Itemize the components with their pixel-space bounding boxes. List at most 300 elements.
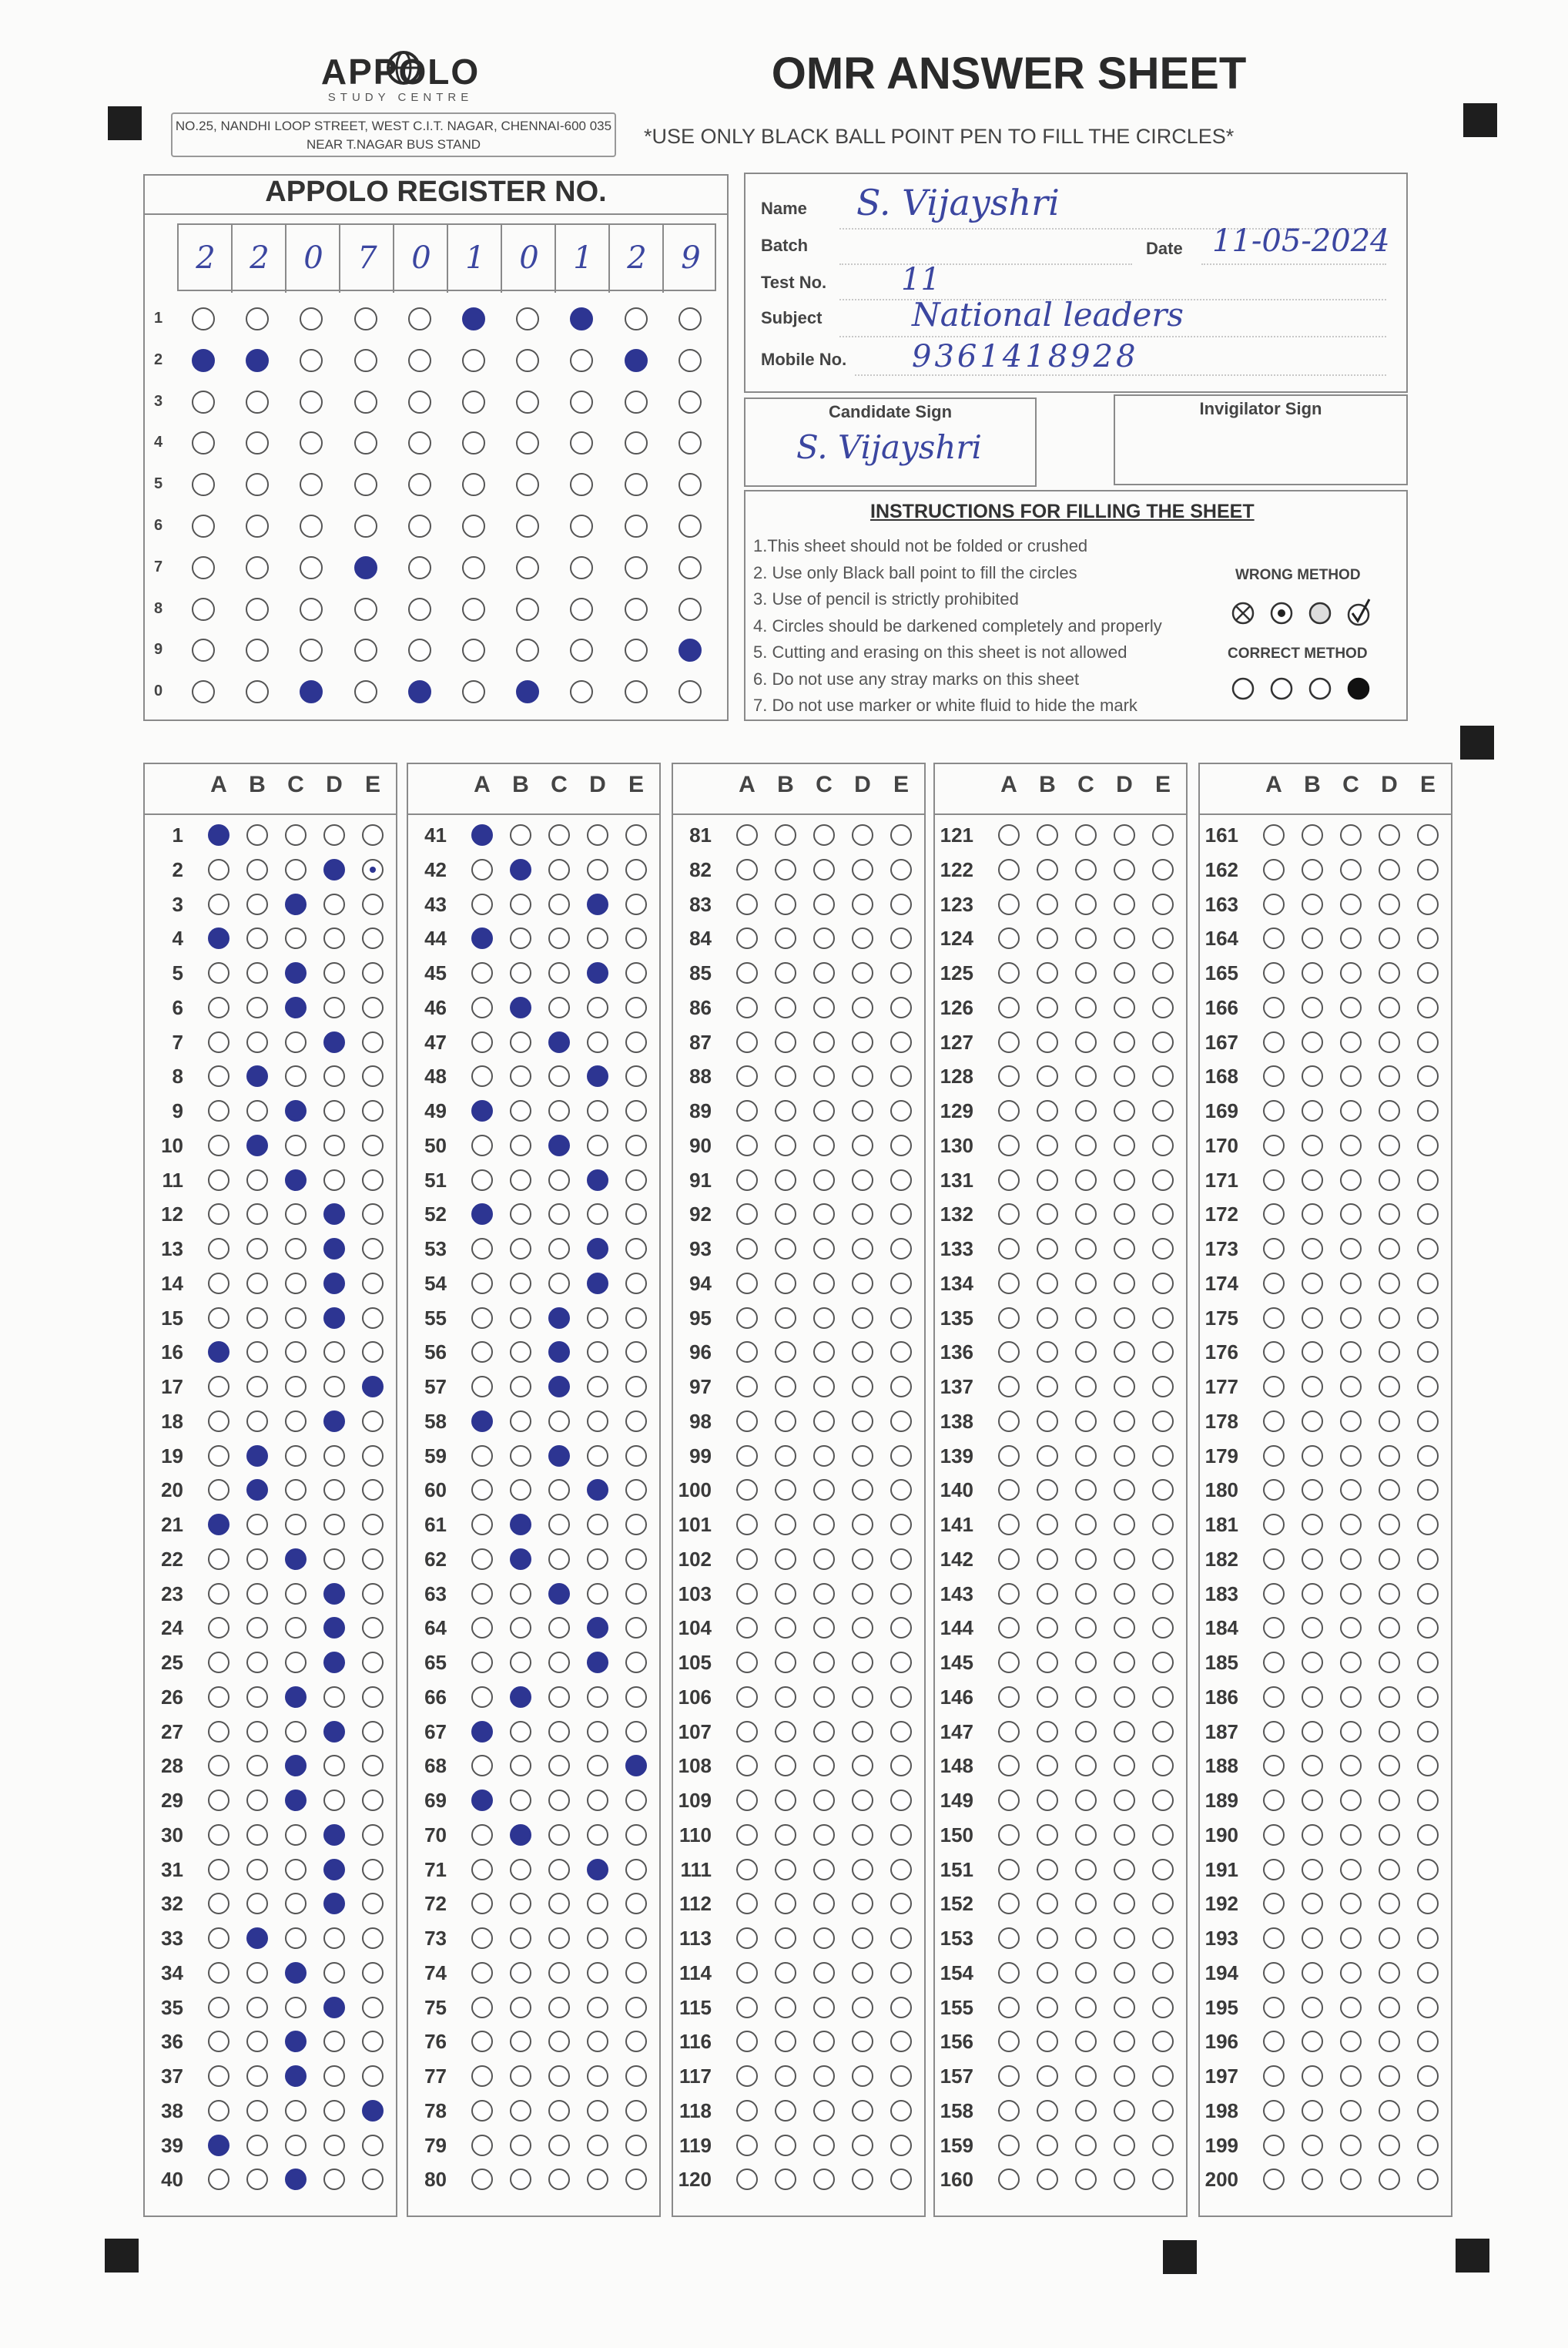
answer-bubble-c[interactable]	[548, 894, 570, 915]
answer-bubble-e[interactable]	[1417, 1790, 1439, 1811]
answer-bubble-e[interactable]	[1417, 2135, 1439, 2156]
answer-bubble-c[interactable]	[813, 1238, 835, 1260]
answer-bubble-d[interactable]	[1114, 1583, 1135, 1605]
answer-bubble-c[interactable]	[813, 962, 835, 984]
answer-bubble-c[interactable]	[548, 2100, 570, 2122]
answer-bubble-d[interactable]	[587, 1514, 608, 1535]
answer-bubble-b[interactable]	[246, 2065, 268, 2087]
answer-bubble-a[interactable]	[1263, 1410, 1285, 1432]
answer-bubble-b[interactable]	[1302, 997, 1323, 1018]
answer-bubble-c[interactable]	[285, 1962, 307, 1984]
answer-bubble-d[interactable]	[852, 1514, 873, 1535]
answer-bubble-d[interactable]	[323, 1824, 345, 1846]
answer-bubble-d[interactable]	[852, 1927, 873, 1949]
answer-bubble-a[interactable]	[471, 1548, 493, 1570]
answer-bubble-d[interactable]	[1379, 1445, 1400, 1467]
answer-bubble-e[interactable]	[890, 1135, 912, 1156]
answer-bubble-a[interactable]	[471, 1859, 493, 1880]
answer-bubble-b[interactable]	[510, 1859, 531, 1880]
answer-bubble-a[interactable]	[736, 859, 758, 880]
answer-bubble-d[interactable]	[852, 1962, 873, 1984]
answer-bubble-b[interactable]	[246, 1997, 268, 2018]
answer-bubble-e[interactable]	[625, 1238, 647, 1260]
register-bubble[interactable]	[192, 473, 215, 496]
answer-bubble-e[interactable]	[890, 1445, 912, 1467]
answer-bubble-d[interactable]	[587, 824, 608, 846]
answer-bubble-d[interactable]	[587, 894, 608, 915]
answer-bubble-b[interactable]	[1302, 1410, 1323, 1432]
answer-bubble-a[interactable]	[1263, 1514, 1285, 1535]
answer-bubble-b[interactable]	[246, 1376, 268, 1397]
answer-bubble-b[interactable]	[510, 1652, 531, 1673]
answer-bubble-d[interactable]	[1114, 2100, 1135, 2122]
answer-bubble-b[interactable]	[246, 1824, 268, 1846]
answer-bubble-d[interactable]	[587, 1307, 608, 1329]
answer-bubble-c[interactable]	[285, 2135, 307, 2156]
answer-bubble-d[interactable]	[587, 1376, 608, 1397]
answer-bubble-d[interactable]	[1379, 1100, 1400, 1122]
answer-bubble-c[interactable]	[1075, 1686, 1097, 1708]
answer-bubble-c[interactable]	[1075, 894, 1097, 915]
answer-bubble-e[interactable]	[362, 2135, 384, 2156]
answer-bubble-d[interactable]	[323, 824, 345, 846]
answer-bubble-c[interactable]	[1075, 1790, 1097, 1811]
answer-bubble-e[interactable]	[1152, 1962, 1174, 1984]
answer-bubble-d[interactable]	[1114, 1962, 1135, 1984]
answer-bubble-d[interactable]	[1114, 997, 1135, 1018]
answer-bubble-c[interactable]	[813, 1100, 835, 1122]
answer-bubble-d[interactable]	[1379, 1169, 1400, 1191]
register-bubble[interactable]	[678, 598, 702, 621]
answer-bubble-a[interactable]	[1263, 894, 1285, 915]
answer-bubble-a[interactable]	[1263, 824, 1285, 846]
answer-bubble-a[interactable]	[471, 1238, 493, 1260]
answer-bubble-b[interactable]	[510, 1169, 531, 1191]
answer-bubble-c[interactable]	[548, 1583, 570, 1605]
answer-bubble-e[interactable]	[362, 1997, 384, 2018]
answer-bubble-c[interactable]	[548, 1962, 570, 1984]
answer-bubble-c[interactable]	[548, 1514, 570, 1535]
answer-bubble-e[interactable]	[362, 859, 384, 880]
answer-bubble-b[interactable]	[775, 1548, 796, 1570]
answer-bubble-b[interactable]	[510, 894, 531, 915]
answer-bubble-e[interactable]	[890, 1721, 912, 1743]
answer-bubble-e[interactable]	[625, 859, 647, 880]
answer-bubble-d[interactable]	[1379, 894, 1400, 915]
answer-bubble-a[interactable]	[1263, 1135, 1285, 1156]
answer-bubble-a[interactable]	[736, 1790, 758, 1811]
answer-bubble-e[interactable]	[625, 2135, 647, 2156]
answer-bubble-b[interactable]	[246, 1307, 268, 1329]
answer-bubble-a[interactable]	[471, 997, 493, 1018]
answer-bubble-e[interactable]	[890, 1514, 912, 1535]
answer-bubble-d[interactable]	[1379, 2065, 1400, 2087]
answer-bubble-b[interactable]	[246, 1927, 268, 1949]
answer-bubble-d[interactable]	[1114, 824, 1135, 846]
answer-bubble-e[interactable]	[362, 1307, 384, 1329]
answer-bubble-a[interactable]	[736, 1445, 758, 1467]
register-bubble[interactable]	[625, 680, 648, 703]
answer-bubble-c[interactable]	[285, 1410, 307, 1432]
answer-bubble-a[interactable]	[736, 1824, 758, 1846]
answer-bubble-a[interactable]	[736, 894, 758, 915]
register-bubble[interactable]	[408, 680, 431, 703]
answer-bubble-e[interactable]	[362, 962, 384, 984]
answer-bubble-b[interactable]	[775, 2135, 796, 2156]
answer-bubble-b[interactable]	[775, 1238, 796, 1260]
answer-bubble-d[interactable]	[1114, 1686, 1135, 1708]
answer-bubble-e[interactable]	[625, 1790, 647, 1811]
register-bubble[interactable]	[192, 307, 215, 330]
answer-bubble-c[interactable]	[1340, 997, 1362, 1018]
answer-bubble-a[interactable]	[736, 1410, 758, 1432]
answer-bubble-b[interactable]	[1037, 894, 1058, 915]
answer-bubble-a[interactable]	[736, 1307, 758, 1329]
answer-bubble-a[interactable]	[1263, 1721, 1285, 1743]
answer-bubble-d[interactable]	[1379, 1376, 1400, 1397]
answer-bubble-a[interactable]	[471, 1824, 493, 1846]
answer-bubble-d[interactable]	[1114, 1100, 1135, 1122]
answer-bubble-d[interactable]	[1114, 2065, 1135, 2087]
register-bubble[interactable]	[408, 473, 431, 496]
answer-bubble-c[interactable]	[1075, 1376, 1097, 1397]
answer-bubble-d[interactable]	[852, 1307, 873, 1329]
answer-bubble-d[interactable]	[323, 997, 345, 1018]
answer-bubble-a[interactable]	[736, 1169, 758, 1191]
answer-bubble-b[interactable]	[1037, 1031, 1058, 1053]
register-bubble[interactable]	[354, 391, 377, 414]
register-bubble[interactable]	[300, 349, 323, 372]
register-bubble[interactable]	[354, 349, 377, 372]
answer-bubble-d[interactable]	[587, 962, 608, 984]
register-bubble[interactable]	[354, 515, 377, 538]
answer-bubble-c[interactable]	[548, 997, 570, 1018]
answer-bubble-c[interactable]	[1075, 1927, 1097, 1949]
answer-bubble-d[interactable]	[323, 1927, 345, 1949]
answer-bubble-e[interactable]	[362, 894, 384, 915]
answer-bubble-a[interactable]	[1263, 1445, 1285, 1467]
answer-bubble-b[interactable]	[1037, 997, 1058, 1018]
register-bubble[interactable]	[408, 639, 431, 662]
answer-bubble-d[interactable]	[852, 1548, 873, 1570]
register-bubble[interactable]	[354, 639, 377, 662]
answer-bubble-c[interactable]	[1075, 859, 1097, 880]
answer-bubble-e[interactable]	[1417, 1514, 1439, 1535]
answer-bubble-e[interactable]	[625, 1548, 647, 1570]
answer-bubble-c[interactable]	[813, 1445, 835, 1467]
answer-bubble-e[interactable]	[890, 859, 912, 880]
answer-bubble-a[interactable]	[1263, 1376, 1285, 1397]
answer-bubble-a[interactable]	[998, 1100, 1020, 1122]
answer-bubble-b[interactable]	[1037, 1410, 1058, 1432]
answer-bubble-a[interactable]	[736, 1583, 758, 1605]
answer-bubble-c[interactable]	[1340, 1376, 1362, 1397]
answer-bubble-a[interactable]	[736, 1273, 758, 1294]
answer-bubble-c[interactable]	[1075, 2065, 1097, 2087]
answer-bubble-e[interactable]	[890, 1790, 912, 1811]
answer-bubble-e[interactable]	[362, 1169, 384, 1191]
answer-bubble-e[interactable]	[1152, 2100, 1174, 2122]
answer-bubble-e[interactable]	[625, 1824, 647, 1846]
answer-bubble-b[interactable]	[775, 1962, 796, 1984]
answer-bubble-a[interactable]	[471, 1100, 493, 1122]
answer-bubble-d[interactable]	[1114, 1376, 1135, 1397]
register-bubble[interactable]	[678, 391, 702, 414]
answer-bubble-c[interactable]	[285, 1031, 307, 1053]
answer-bubble-e[interactable]	[1417, 1721, 1439, 1743]
answer-bubble-b[interactable]	[246, 1169, 268, 1191]
answer-bubble-d[interactable]	[852, 1445, 873, 1467]
answer-bubble-b[interactable]	[1037, 1997, 1058, 2018]
answer-bubble-e[interactable]	[890, 1410, 912, 1432]
answer-bubble-e[interactable]	[1417, 824, 1439, 846]
answer-bubble-e[interactable]	[362, 1652, 384, 1673]
answer-bubble-b[interactable]	[510, 1445, 531, 1467]
answer-bubble-a[interactable]	[998, 1238, 1020, 1260]
answer-bubble-a[interactable]	[736, 1548, 758, 1570]
answer-bubble-b[interactable]	[510, 997, 531, 1018]
answer-bubble-d[interactable]	[587, 1100, 608, 1122]
answer-bubble-e[interactable]	[1152, 859, 1174, 880]
answer-bubble-b[interactable]	[1037, 1686, 1058, 1708]
answer-bubble-b[interactable]	[775, 2065, 796, 2087]
answer-bubble-e[interactable]	[1417, 1100, 1439, 1122]
answer-bubble-d[interactable]	[323, 1169, 345, 1191]
answer-bubble-e[interactable]	[625, 1686, 647, 1708]
answer-bubble-d[interactable]	[852, 1376, 873, 1397]
answer-bubble-c[interactable]	[1340, 1652, 1362, 1673]
answer-bubble-a[interactable]	[1263, 1548, 1285, 1570]
answer-bubble-b[interactable]	[1302, 2100, 1323, 2122]
answer-bubble-c[interactable]	[548, 1927, 570, 1949]
answer-bubble-a[interactable]	[471, 1927, 493, 1949]
answer-bubble-e[interactable]	[1152, 1238, 1174, 1260]
answer-bubble-c[interactable]	[285, 1721, 307, 1743]
answer-bubble-d[interactable]	[1379, 1790, 1400, 1811]
answer-bubble-e[interactable]	[1417, 1376, 1439, 1397]
answer-bubble-b[interactable]	[510, 1514, 531, 1535]
answer-bubble-c[interactable]	[1340, 2135, 1362, 2156]
answer-bubble-c[interactable]	[548, 1548, 570, 1570]
answer-bubble-d[interactable]	[587, 2135, 608, 2156]
answer-bubble-d[interactable]	[1114, 1548, 1135, 1570]
answer-bubble-c[interactable]	[548, 1100, 570, 1122]
answer-bubble-c[interactable]	[1340, 1514, 1362, 1535]
answer-bubble-c[interactable]	[548, 824, 570, 846]
answer-bubble-b[interactable]	[1037, 1376, 1058, 1397]
register-bubble[interactable]	[625, 556, 648, 579]
answer-bubble-b[interactable]	[775, 1721, 796, 1743]
answer-bubble-d[interactable]	[323, 2135, 345, 2156]
answer-bubble-a[interactable]	[998, 1548, 1020, 1570]
answer-bubble-c[interactable]	[285, 1307, 307, 1329]
answer-bubble-a[interactable]	[208, 997, 230, 1018]
register-bubble[interactable]	[408, 598, 431, 621]
answer-bubble-e[interactable]	[890, 2100, 912, 2122]
answer-bubble-b[interactable]	[510, 859, 531, 880]
answer-bubble-b[interactable]	[775, 1859, 796, 1880]
answer-bubble-d[interactable]	[587, 1031, 608, 1053]
answer-bubble-c[interactable]	[285, 2065, 307, 2087]
answer-bubble-a[interactable]	[736, 1135, 758, 1156]
register-bubble[interactable]	[625, 391, 648, 414]
answer-bubble-a[interactable]	[998, 962, 1020, 984]
answer-bubble-c[interactable]	[813, 2100, 835, 2122]
answer-bubble-a[interactable]	[471, 1410, 493, 1432]
answer-bubble-b[interactable]	[1302, 1031, 1323, 1053]
answer-bubble-b[interactable]	[1037, 1824, 1058, 1846]
answer-bubble-b[interactable]	[1037, 1652, 1058, 1673]
answer-bubble-e[interactable]	[1417, 962, 1439, 984]
answer-bubble-c[interactable]	[1075, 1583, 1097, 1605]
answer-bubble-d[interactable]	[1379, 1962, 1400, 1984]
answer-bubble-d[interactable]	[1114, 1238, 1135, 1260]
answer-bubble-e[interactable]	[1152, 1721, 1174, 1743]
answer-bubble-e[interactable]	[362, 1376, 384, 1397]
answer-bubble-e[interactable]	[1417, 1583, 1439, 1605]
answer-bubble-c[interactable]	[1075, 1997, 1097, 2018]
answer-bubble-d[interactable]	[1379, 2100, 1400, 2122]
answer-bubble-b[interactable]	[775, 2100, 796, 2122]
answer-bubble-d[interactable]	[1379, 1997, 1400, 2018]
answer-bubble-a[interactable]	[998, 1927, 1020, 1949]
answer-bubble-c[interactable]	[1075, 1824, 1097, 1846]
answer-bubble-d[interactable]	[852, 1824, 873, 1846]
answer-bubble-b[interactable]	[246, 2135, 268, 2156]
answer-bubble-a[interactable]	[1263, 1962, 1285, 1984]
answer-bubble-a[interactable]	[998, 1273, 1020, 1294]
answer-bubble-b[interactable]	[1037, 1790, 1058, 1811]
answer-bubble-c[interactable]	[1340, 1548, 1362, 1570]
answer-bubble-c[interactable]	[1340, 1135, 1362, 1156]
answer-bubble-d[interactable]	[1114, 1824, 1135, 1846]
register-bubble[interactable]	[246, 349, 269, 372]
answer-bubble-c[interactable]	[813, 2065, 835, 2087]
answer-bubble-e[interactable]	[1417, 859, 1439, 880]
answer-bubble-b[interactable]	[1302, 2065, 1323, 2087]
answer-bubble-a[interactable]	[208, 962, 230, 984]
answer-bubble-c[interactable]	[813, 1031, 835, 1053]
answer-bubble-a[interactable]	[998, 1169, 1020, 1191]
answer-bubble-e[interactable]	[1152, 1859, 1174, 1880]
answer-bubble-c[interactable]	[813, 1376, 835, 1397]
answer-bubble-b[interactable]	[775, 1824, 796, 1846]
answer-bubble-c[interactable]	[1340, 1721, 1362, 1743]
answer-bubble-e[interactable]	[1417, 1410, 1439, 1432]
answer-bubble-a[interactable]	[1263, 1997, 1285, 2018]
answer-bubble-a[interactable]	[208, 1962, 230, 1984]
answer-bubble-d[interactable]	[323, 1962, 345, 1984]
answer-bubble-a[interactable]	[998, 1721, 1020, 1743]
answer-bubble-e[interactable]	[1417, 894, 1439, 915]
answer-bubble-d[interactable]	[323, 1721, 345, 1743]
answer-bubble-b[interactable]	[1302, 1927, 1323, 1949]
answer-bubble-c[interactable]	[285, 859, 307, 880]
register-bubble[interactable]	[678, 349, 702, 372]
answer-bubble-c[interactable]	[1340, 1307, 1362, 1329]
answer-bubble-b[interactable]	[510, 2100, 531, 2122]
answer-bubble-d[interactable]	[1379, 962, 1400, 984]
answer-bubble-a[interactable]	[471, 1790, 493, 1811]
answer-bubble-a[interactable]	[998, 1514, 1020, 1535]
register-bubble[interactable]	[408, 556, 431, 579]
answer-bubble-a[interactable]	[736, 1514, 758, 1535]
answer-bubble-c[interactable]	[285, 1859, 307, 1880]
answer-bubble-b[interactable]	[246, 2100, 268, 2122]
answer-bubble-c[interactable]	[1075, 1169, 1097, 1191]
answer-bubble-b[interactable]	[246, 1859, 268, 1880]
answer-bubble-e[interactable]	[362, 2100, 384, 2122]
answer-bubble-e[interactable]	[890, 1824, 912, 1846]
register-bubble[interactable]	[408, 431, 431, 455]
answer-bubble-e[interactable]	[1152, 1824, 1174, 1846]
answer-bubble-d[interactable]	[852, 962, 873, 984]
answer-bubble-a[interactable]	[471, 824, 493, 846]
answer-bubble-d[interactable]	[852, 894, 873, 915]
register-bubble[interactable]	[246, 515, 269, 538]
answer-bubble-d[interactable]	[323, 1686, 345, 1708]
answer-bubble-d[interactable]	[852, 824, 873, 846]
answer-bubble-e[interactable]	[1152, 2065, 1174, 2087]
answer-bubble-e[interactable]	[890, 1376, 912, 1397]
answer-bubble-c[interactable]	[1340, 2065, 1362, 2087]
register-bubble[interactable]	[192, 556, 215, 579]
answer-bubble-a[interactable]	[471, 859, 493, 880]
register-bubble[interactable]	[516, 556, 539, 579]
answer-bubble-b[interactable]	[1302, 1859, 1323, 1880]
register-bubble[interactable]	[516, 349, 539, 372]
answer-bubble-d[interactable]	[323, 1100, 345, 1122]
answer-bubble-c[interactable]	[1340, 1686, 1362, 1708]
register-bubble[interactable]	[462, 515, 485, 538]
answer-bubble-e[interactable]	[625, 1859, 647, 1880]
answer-bubble-a[interactable]	[736, 962, 758, 984]
register-bubble[interactable]	[678, 431, 702, 455]
register-bubble[interactable]	[570, 391, 593, 414]
answer-bubble-a[interactable]	[998, 1997, 1020, 2018]
answer-bubble-d[interactable]	[323, 1790, 345, 1811]
answer-bubble-c[interactable]	[1075, 1273, 1097, 1294]
answer-bubble-c[interactable]	[285, 1927, 307, 1949]
answer-bubble-a[interactable]	[1263, 962, 1285, 984]
answer-bubble-b[interactable]	[1302, 1376, 1323, 1397]
answer-bubble-d[interactable]	[587, 1135, 608, 1156]
answer-bubble-e[interactable]	[1417, 1548, 1439, 1570]
answer-bubble-b[interactable]	[775, 1927, 796, 1949]
register-bubble[interactable]	[678, 639, 702, 662]
answer-bubble-d[interactable]	[852, 859, 873, 880]
answer-bubble-a[interactable]	[736, 2100, 758, 2122]
answer-bubble-d[interactable]	[852, 1031, 873, 1053]
answer-bubble-d[interactable]	[587, 1652, 608, 1673]
answer-bubble-b[interactable]	[775, 1100, 796, 1122]
answer-bubble-d[interactable]	[1379, 1824, 1400, 1846]
answer-bubble-d[interactable]	[1379, 1273, 1400, 1294]
register-bubble[interactable]	[462, 391, 485, 414]
answer-bubble-e[interactable]	[1152, 1997, 1174, 2018]
answer-bubble-c[interactable]	[813, 1307, 835, 1329]
answer-bubble-b[interactable]	[510, 2065, 531, 2087]
answer-bubble-a[interactable]	[1263, 1583, 1285, 1605]
answer-bubble-e[interactable]	[625, 1514, 647, 1535]
register-bubble[interactable]	[300, 556, 323, 579]
answer-bubble-a[interactable]	[998, 2135, 1020, 2156]
answer-bubble-c[interactable]	[813, 1410, 835, 1432]
answer-bubble-b[interactable]	[510, 1721, 531, 1743]
answer-bubble-b[interactable]	[510, 1927, 531, 1949]
answer-bubble-a[interactable]	[471, 2065, 493, 2087]
answer-bubble-c[interactable]	[813, 1652, 835, 1673]
